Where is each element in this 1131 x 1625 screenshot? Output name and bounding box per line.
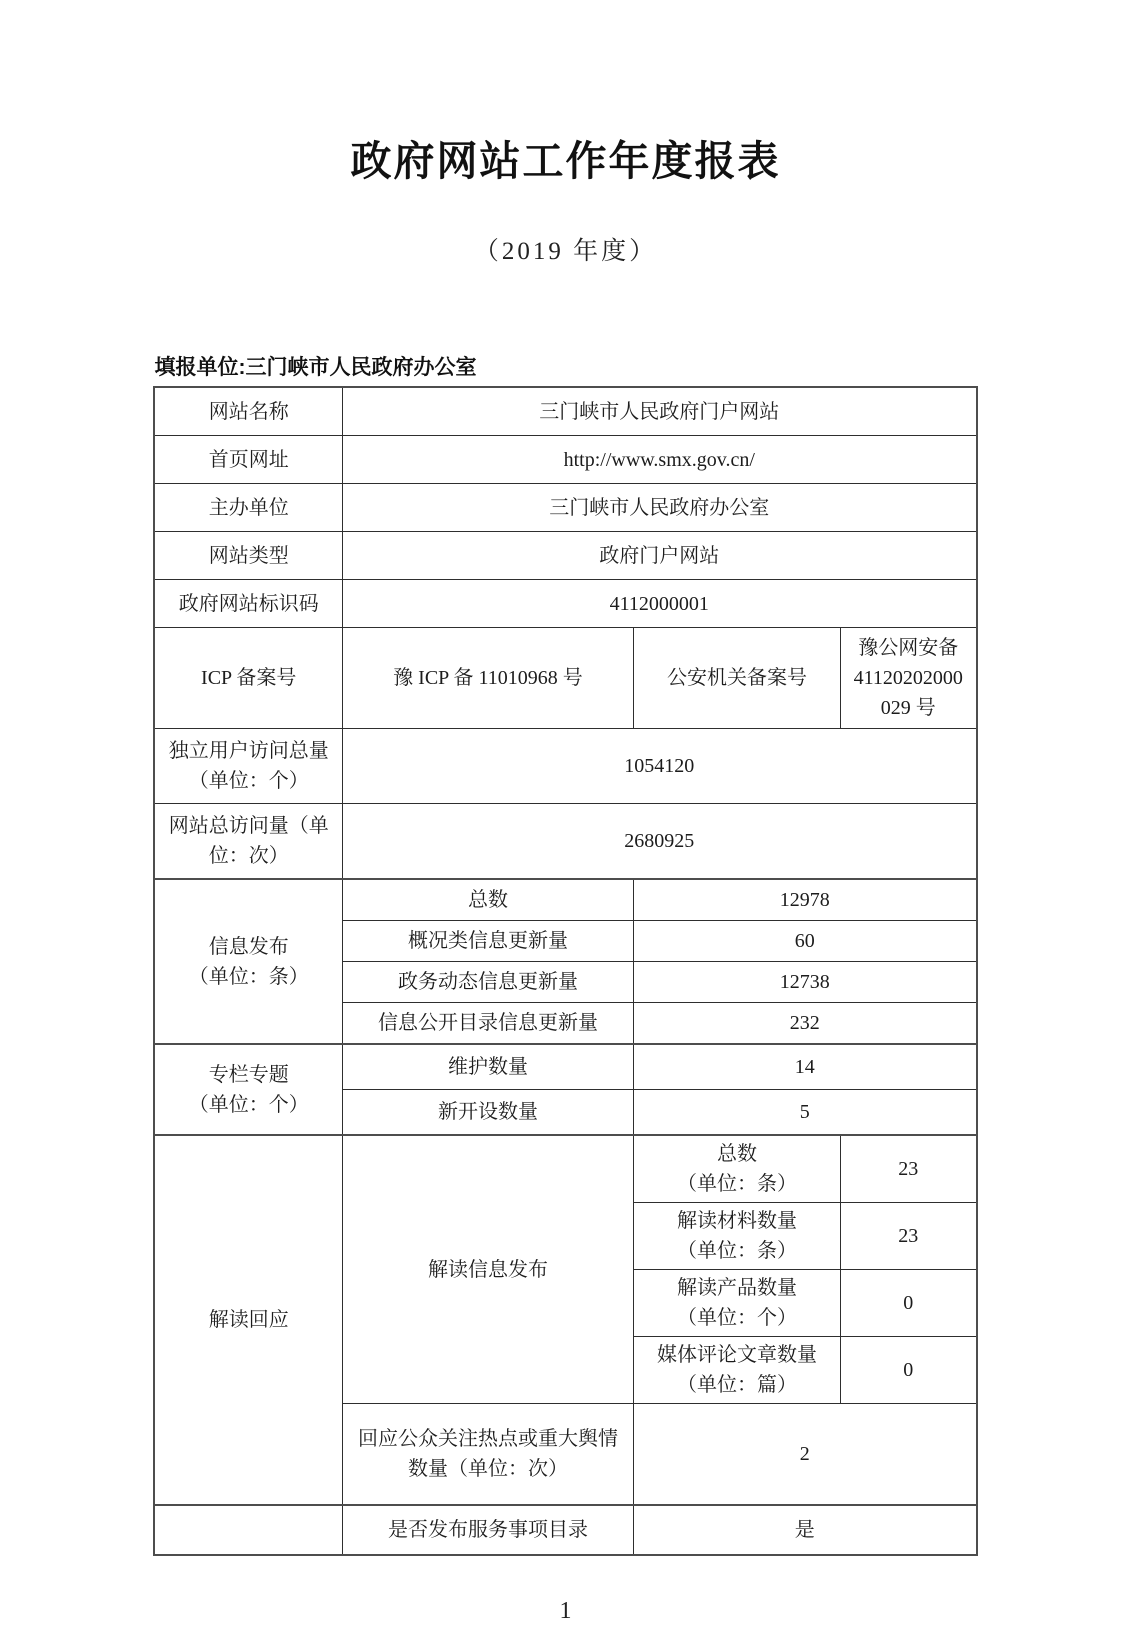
sub-value-cell: 是 bbox=[633, 1505, 976, 1555]
sub-value-cell: 0 bbox=[840, 1337, 976, 1404]
report-title: 政府网站工作年度报表 bbox=[350, 138, 781, 184]
sub-label-cell bbox=[633, 1270, 840, 1337]
website-type-row bbox=[154, 532, 976, 580]
sub-label: 媒体评论文章数量 bbox=[656, 1344, 817, 1366]
interpretation-total-row bbox=[154, 1135, 976, 1203]
row-label-cell: 首页网址 bbox=[154, 436, 342, 484]
row-label-cell: 独立用户访问总量（单位：个） bbox=[154, 729, 342, 804]
sub-value-cell: 60 bbox=[633, 921, 976, 962]
section-unit: （单位：个） bbox=[188, 1093, 309, 1116]
website-name-row bbox=[154, 387, 976, 436]
row-value-cell: 政府门户网站 bbox=[342, 532, 976, 580]
reporting-unit-line: 填报单位:三门峡市人民政府办公室 bbox=[154, 356, 477, 379]
sub-value-cell: 5 bbox=[633, 1090, 976, 1136]
service-directory-row bbox=[154, 1505, 976, 1555]
row-label-cell: 网站名称 bbox=[154, 387, 342, 436]
interpretation-section-cell: 解读回应 bbox=[154, 1135, 342, 1505]
security-filing-value-cell bbox=[840, 628, 976, 729]
sub-label-cell: 政务动态信息更新量 bbox=[342, 962, 633, 1003]
sub-label: 解读材料数量 bbox=[676, 1210, 797, 1232]
annual-report-table bbox=[153, 386, 977, 1556]
icp-value-cell: 豫 ICP 备 11010968 号 bbox=[342, 628, 633, 729]
row-value-cell: 三门峡市人民政府办公室 bbox=[342, 484, 976, 532]
interpretation-subheader-cell: 解读信息发布 bbox=[342, 1135, 633, 1404]
security-filing-line: 029 号 bbox=[880, 697, 936, 719]
sub-value-cell: 23 bbox=[840, 1203, 976, 1270]
hotspot-value-cell: 2 bbox=[633, 1404, 976, 1506]
site-id-code-row bbox=[154, 580, 976, 628]
row-value-cell: 4112000001 bbox=[342, 580, 976, 628]
sub-label-cell: 总数 bbox=[342, 879, 633, 921]
section-unit: （单位：条） bbox=[188, 965, 309, 988]
sub-unit: （单位：条） bbox=[676, 1173, 797, 1195]
sub-label-cell: 概况类信息更新量 bbox=[342, 921, 633, 962]
row-label-cell: 网站类型 bbox=[154, 532, 342, 580]
icp-filing-row bbox=[154, 628, 976, 729]
sub-unit: （单位：篇） bbox=[676, 1374, 797, 1396]
sub-value-cell: 12738 bbox=[633, 962, 976, 1003]
info-publish-section-cell bbox=[154, 879, 342, 1044]
report-year-subtitle: （2019 年度） bbox=[473, 238, 658, 265]
section-title: 信息发布 bbox=[208, 935, 289, 958]
section-title: 专栏专题 bbox=[208, 1063, 289, 1086]
row-value-cell: 三门峡市人民政府门户网站 bbox=[342, 387, 976, 436]
info-publish-total-row bbox=[154, 879, 976, 921]
row-value-cell: 1054120 bbox=[342, 729, 976, 804]
sub-label-cell: 新开设数量 bbox=[342, 1090, 633, 1136]
sub-label-cell bbox=[633, 1337, 840, 1404]
security-filing-line: 豫公网安备 bbox=[858, 637, 959, 659]
icp-label-cell: ICP 备案号 bbox=[154, 628, 342, 729]
total-visits-row bbox=[154, 804, 976, 880]
homepage-url-value: http://www.smx.gov.cn/ bbox=[342, 436, 976, 484]
security-filing-line: 41120202000 bbox=[853, 667, 963, 689]
row-label-cell: 网站总访问量（单位：次） bbox=[154, 804, 342, 880]
sub-label-cell: 信息公开目录信息更新量 bbox=[342, 1003, 633, 1045]
page-number: 1 bbox=[559, 1598, 572, 1624]
homepage-url-row bbox=[154, 436, 976, 484]
special-columns-section-cell bbox=[154, 1044, 342, 1135]
sub-value-cell: 23 bbox=[840, 1135, 976, 1203]
special-columns-maintained-row bbox=[154, 1044, 976, 1090]
sub-value-cell: 12978 bbox=[633, 879, 976, 921]
hotspot-label-cell: 回应公众关注热点或重大舆情数量（单位：次） bbox=[342, 1404, 633, 1506]
unique-visitors-row bbox=[154, 729, 976, 804]
host-unit-row bbox=[154, 484, 976, 532]
sub-unit: （单位：个） bbox=[676, 1307, 797, 1329]
row-label-cell: 主办单位 bbox=[154, 484, 342, 532]
row-value-cell: 2680925 bbox=[342, 804, 976, 880]
sub-value-cell: 232 bbox=[633, 1003, 976, 1045]
sub-label-cell bbox=[633, 1135, 840, 1203]
sub-label: 解读产品数量 bbox=[676, 1277, 797, 1299]
sub-unit: （单位：条） bbox=[676, 1240, 797, 1262]
sub-value-cell: 0 bbox=[840, 1270, 976, 1337]
sub-label-cell: 是否发布服务事项目录 bbox=[342, 1505, 633, 1555]
security-filing-label-cell: 公安机关备案号 bbox=[633, 628, 840, 729]
sub-label-cell: 维护数量 bbox=[342, 1044, 633, 1090]
empty-section-cell bbox=[154, 1505, 342, 1555]
row-label-cell: 政府网站标识码 bbox=[154, 580, 342, 628]
sub-label-cell bbox=[633, 1203, 840, 1270]
sub-label: 总数 bbox=[716, 1143, 757, 1165]
sub-value-cell: 14 bbox=[633, 1044, 976, 1090]
